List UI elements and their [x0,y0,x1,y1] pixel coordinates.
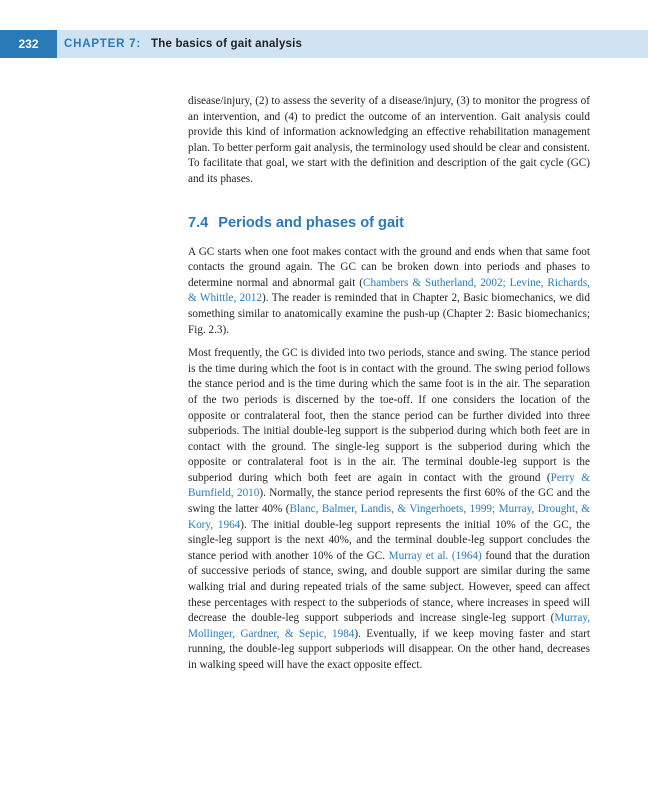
page-number: 232 [0,30,57,58]
paragraph-text: ). Normally, the stance period represents the first 60% of the GC and the swing the latter 40% ( [188,487,590,516]
page-body [188,94,590,674]
section-title: Periods and phases of gait [218,214,405,231]
running-header [0,30,648,58]
paragraph-text: found that the duration of successive periods of stance, swing, and double support are similar during the same walking trial and during repeated trials of the same subject. However, speed can affect these percentages with respect to the subperiods of stance, where increases in speed will decrease the double-leg support subperiods and increase single-leg support ( [188,549,591,625]
paragraph-periods [188,346,590,673]
chapter-label [64,30,302,58]
chapter-title: The basics of gait analysis [151,38,303,50]
chapter-number: CHAPTER 7: [64,38,142,50]
paragraph-text: ). The initial double-leg support represents the initial 10% of the GC, the single-leg support is the next 40%, and the terminal double-leg support concludes the stance period with another 10% of the GC. [188,518,590,562]
paragraph-text: ). Eventually, if we keep moving faster and start running, the double-leg support subperiods will disappear. On the other hand, decreases in walking speed will have the exact opposite effect. [188,627,591,671]
section-heading [188,215,590,231]
paragraph-gait-cycle [188,245,590,339]
citation-link[interactable]: Murray, Mollinger, Gardner, & Sepic, 1984 [188,612,590,640]
citation-link[interactable]: Blanc, Balmer, Landis, & Vingerhoets, 1999; Murray, Drought, & Kory, 1964 [188,503,590,531]
paragraph-text: ). The reader is reminded that in Chapter 2, Basic biomechanics, we did something similar to anatomically examine the push-up (Chapter 2: Basic biomechanics; Fig. 2.3). [188,292,590,336]
intro-paragraph: disease/injury, (2) to assess the severity of a disease/injury, (3) to monitor the progress of an intervention, and (4) to predict the outcome of an intervention. Gait analysis could provide this kind of information acknowledging an effective rehabilitation management plan. To better perform gait analysis, the terminology used should be clear and consistent. To facilitate that goal, we start with the definition and description of the gait cycle (GC) and its phases. [188,95,590,185]
paragraph-text: A GC starts when one foot makes contact with the ground and ends when that same foot contacts the ground again. The GC can be broken down into periods and phases to determine normal and abnormal gait ( [188,245,590,289]
section-number: 7.4 [188,214,209,231]
citation-link[interactable]: Murray et al. (1964) [388,549,482,562]
citation-link[interactable]: Chambers & Sutherland, 2002; Levine, Richards, & Whittle, 2012 [188,276,590,305]
citation-link[interactable]: Perry & Burnfield, 2010 [188,471,590,500]
paragraph-text: Most frequently, the GC is divided into two periods, stance and swing. The stance period is the time during which the foot is in contact with the ground. The swing period follows the stance period and is the time during which the same foot is in the air. The separation of the two periods is discerned by the toe-off. If one considers the location of the opposite or contralateral foot, then the stance period can be further divided into three subperiods. The initial double-leg support is the subperiod during which both feet are in contact with the ground. The single-leg support is the subperiod during which the opposite or contralateral foot is in the air. The terminal double-leg support is the subperiod during which both feet are again in contact with the ground ( [188,347,590,484]
